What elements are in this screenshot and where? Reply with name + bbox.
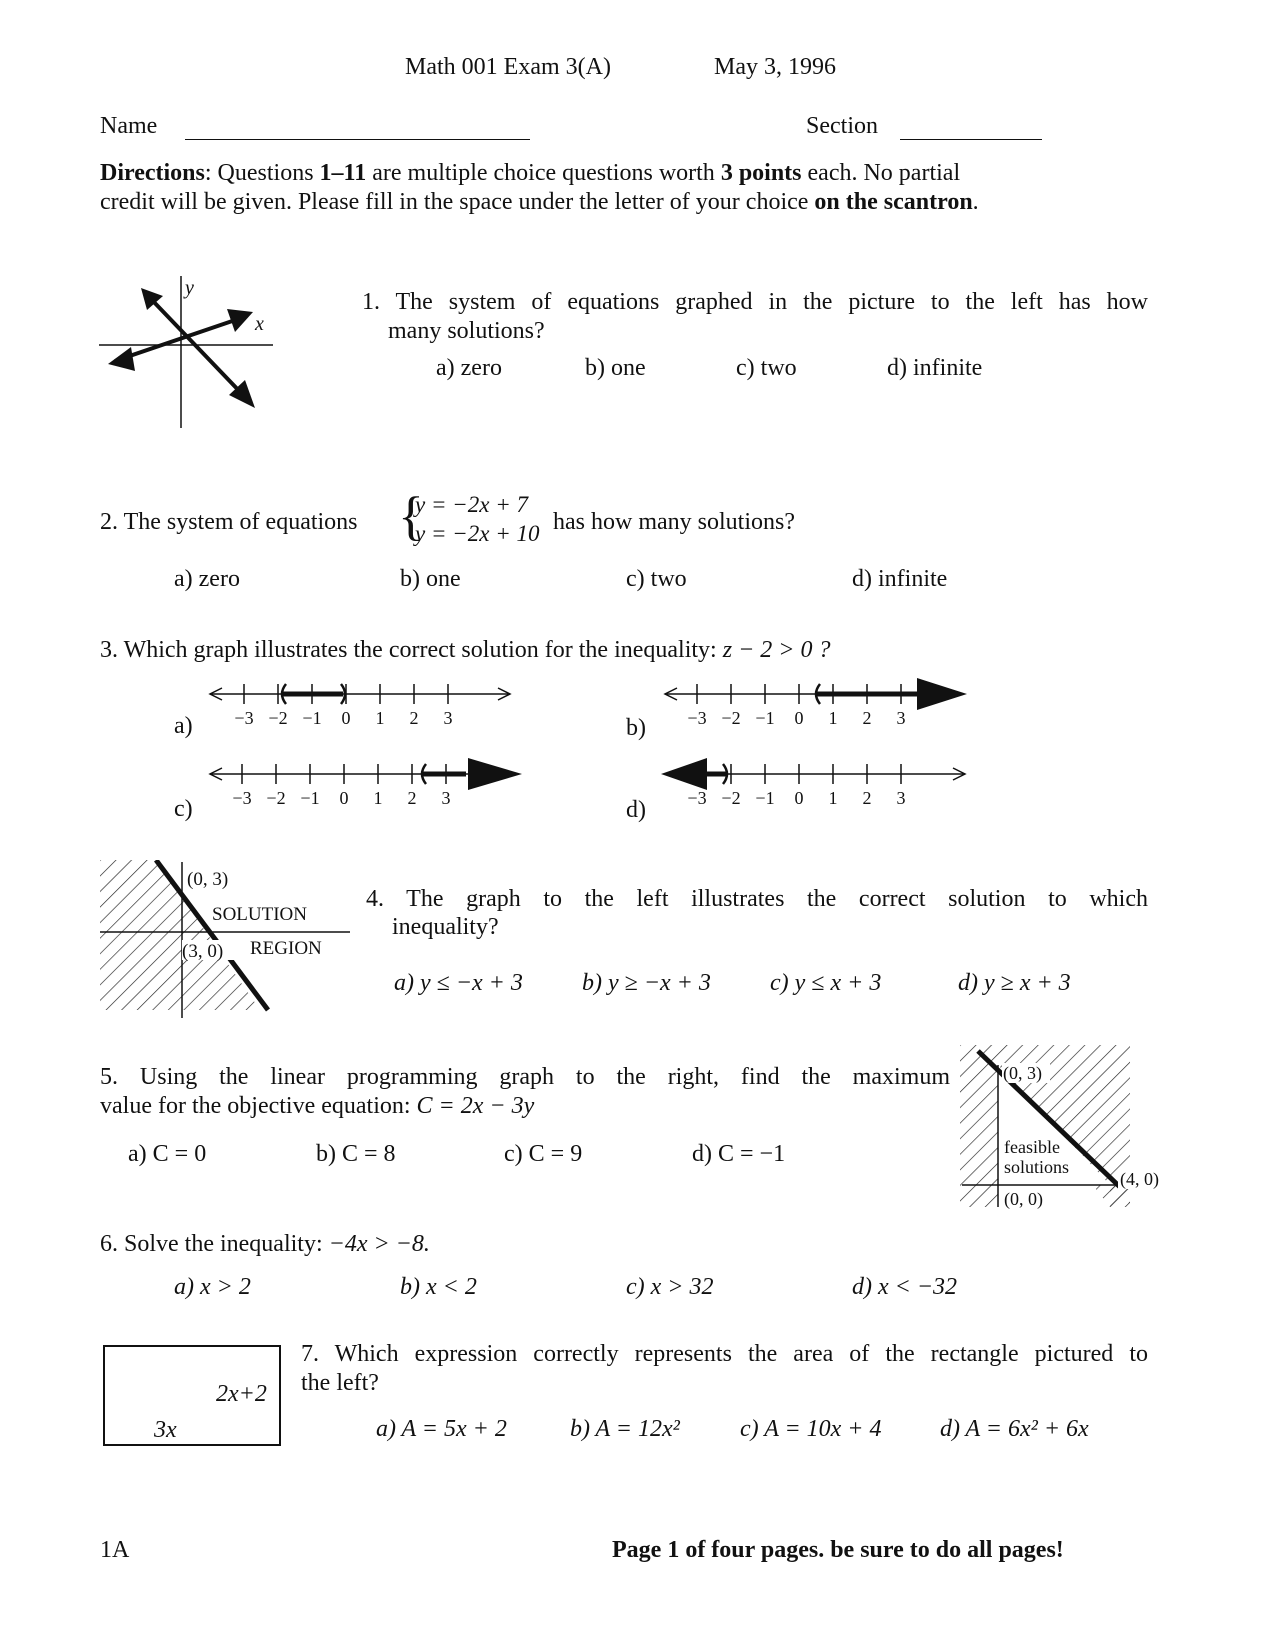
q3-prompt (100, 636, 830, 665)
point-label: (3, 0) (182, 941, 224, 962)
q3-number-line-a (200, 676, 530, 726)
q2-choice-b: b) one (400, 566, 461, 592)
q7-side-label: 2x+2 (216, 1381, 267, 1407)
q3-option-d-label: d) (626, 797, 646, 823)
tick-label: 2 (862, 788, 872, 806)
question-range: 1–11 (319, 160, 367, 186)
q4-choice-a: a) y ≤ −x + 3 (394, 970, 523, 996)
q3-number-line-c (200, 756, 530, 806)
q3-option-b-label: b) (626, 715, 646, 741)
q5-objective-equation: C = 2x − 3y (416, 1093, 535, 1119)
q7-text: the left? (301, 1370, 379, 1396)
q5-choice-c: c) C = 9 (504, 1141, 583, 1167)
q5-choice-a: a) C = 0 (128, 1141, 207, 1167)
q4-text: 4. The graph to the left illustrates the correct solution to which (366, 886, 1148, 912)
q3-number-line-d (655, 756, 985, 806)
q6-choice-a: a) x > 2 (174, 1274, 251, 1300)
exam-title: Math 001 Exam 3(A) (405, 54, 611, 80)
q3-option-a-label: a) (174, 713, 193, 739)
scantron-emphasis: on the scantron (814, 189, 973, 215)
tick-label: 1 (828, 788, 838, 806)
tick-label: −3 (232, 788, 252, 806)
q3-inequality: z − 2 > 0 ? (722, 637, 831, 663)
tick-label: −2 (266, 788, 286, 806)
name-field[interactable] (185, 139, 530, 140)
q7-choice-b: b) A = 12x² (570, 1416, 680, 1442)
q1-text: many solutions? (388, 318, 545, 344)
tick-label: 3 (896, 788, 906, 806)
tick-label: 0 (339, 788, 349, 806)
section-label: Section (806, 113, 878, 139)
q6-choice-d: d) x < −32 (852, 1274, 958, 1300)
q5-text (100, 1092, 534, 1121)
q4-inequality-graph (100, 860, 350, 1020)
q5-text: 5. Using the linear programming graph to the right, find the maximum (100, 1064, 950, 1090)
q7-text: 7. Which expression correctly represents the area of the rectangle pictured to (301, 1341, 1148, 1367)
q6-prompt-text: 6. Solve the inequality: (100, 1231, 323, 1257)
q1-choice-c: c) two (736, 355, 797, 381)
q2-choice-a: a) zero (174, 566, 240, 592)
tick-label: −1 (300, 788, 320, 806)
q2-choice-d: d) infinite (852, 566, 948, 592)
y-axis-label: y (185, 277, 194, 299)
tick-label: 1 (373, 788, 383, 806)
directions-text: each. No partial (801, 160, 961, 186)
tick-label: 3 (441, 788, 451, 806)
q4-text: inequality? (392, 914, 499, 940)
directions-text: : Questions (204, 160, 320, 186)
x-axis-label: x (255, 313, 264, 335)
q1-text: 1. The system of equations graphed in the picture to the left has how (362, 289, 1148, 315)
region-label: REGION (250, 938, 322, 959)
directions-text: . (972, 189, 979, 215)
q4-choice-d: d) y ≥ x + 3 (958, 970, 1071, 996)
section-field[interactable] (900, 139, 1042, 140)
q6-prompt (100, 1230, 430, 1259)
q7-base-label: 3x (154, 1417, 177, 1443)
q1-choice-a: a) zero (436, 355, 502, 381)
tick-label: −2 (268, 708, 288, 726)
q5-feasible-region-graph (960, 1045, 1180, 1215)
q2-equation-2: y = −2x + 10 (415, 521, 540, 546)
region-label: solutions (1004, 1157, 1070, 1177)
tick-label: 0 (794, 708, 804, 726)
tick-label: 2 (407, 788, 417, 806)
tick-label: 1 (375, 708, 385, 726)
q7-choice-a: a) A = 5x + 2 (376, 1416, 507, 1442)
q3-option-c-label: c) (174, 796, 193, 822)
tick-label: 1 (828, 708, 838, 726)
q5-choice-d: d) C = −1 (692, 1141, 786, 1167)
q1-system-graph (95, 270, 275, 430)
point-label: (0, 3) (1003, 1063, 1042, 1083)
q2-prompt: 2. The system of equations (100, 509, 358, 535)
q2-choice-c: c) two (626, 566, 687, 592)
point-label: (4, 0) (1120, 1169, 1159, 1189)
tick-label: −2 (721, 708, 741, 726)
q4-choice-b: b) y ≥ −x + 3 (582, 970, 711, 996)
directions-text: are multiple choice questions worth (366, 160, 721, 186)
q5-choice-b: b) C = 8 (316, 1141, 396, 1167)
tick-label: 2 (862, 708, 872, 726)
points-value: 3 points (720, 160, 802, 186)
directions-label: Directions (100, 160, 205, 186)
q1-choice-b: b) one (585, 355, 646, 381)
q3-number-line-b (655, 676, 975, 726)
q6-choice-b: b) x < 2 (400, 1274, 477, 1300)
exam-date: May 3, 1996 (714, 54, 836, 80)
tick-label: −1 (302, 708, 322, 726)
q7-choice-d: d) A = 6x² + 6x (940, 1416, 1089, 1442)
q4-choice-c: c) y ≤ x + 3 (770, 970, 882, 996)
q7-choice-c: c) A = 10x + 4 (740, 1416, 882, 1442)
point-label: (0, 3) (187, 869, 229, 890)
name-label: Name (100, 113, 158, 139)
tick-label: 3 (443, 708, 453, 726)
tick-label: 3 (896, 708, 906, 726)
directions-text: credit will be given. Please fill in the space under the letter of your choice (100, 189, 815, 215)
tick-label: 0 (341, 708, 351, 726)
tick-label: −3 (234, 708, 254, 726)
q6-inequality: −4x > −8. (328, 1231, 430, 1257)
tick-label: −1 (755, 708, 775, 726)
page-code: 1A (100, 1537, 130, 1563)
arrowhead (108, 347, 135, 371)
tick-label: −3 (687, 788, 707, 806)
q2-equation-1: y = −2x + 7 (415, 492, 528, 517)
point-label: (0, 0) (1004, 1189, 1043, 1209)
tick-label: −3 (687, 708, 707, 726)
page-footer-note: Page 1 of four pages. be sure to do all pages! (612, 1537, 1064, 1563)
directions (100, 159, 1120, 217)
region-label: SOLUTION (212, 904, 307, 925)
q5-text-part: value for the objective equation: (100, 1093, 411, 1119)
q6-choice-c: c) x > 32 (626, 1274, 714, 1300)
region-label: feasible (1004, 1137, 1060, 1157)
tick-label: −1 (755, 788, 775, 806)
tick-label: 2 (409, 708, 419, 726)
system-brace: { (398, 486, 424, 546)
q1-choice-d: d) infinite (887, 355, 983, 381)
q2-suffix: has how many solutions? (553, 509, 795, 535)
tick-label: −2 (721, 788, 741, 806)
tick-label: 0 (794, 788, 804, 806)
q3-prompt-text: 3. Which graph illustrates the correct solution for the inequality: (100, 637, 717, 663)
